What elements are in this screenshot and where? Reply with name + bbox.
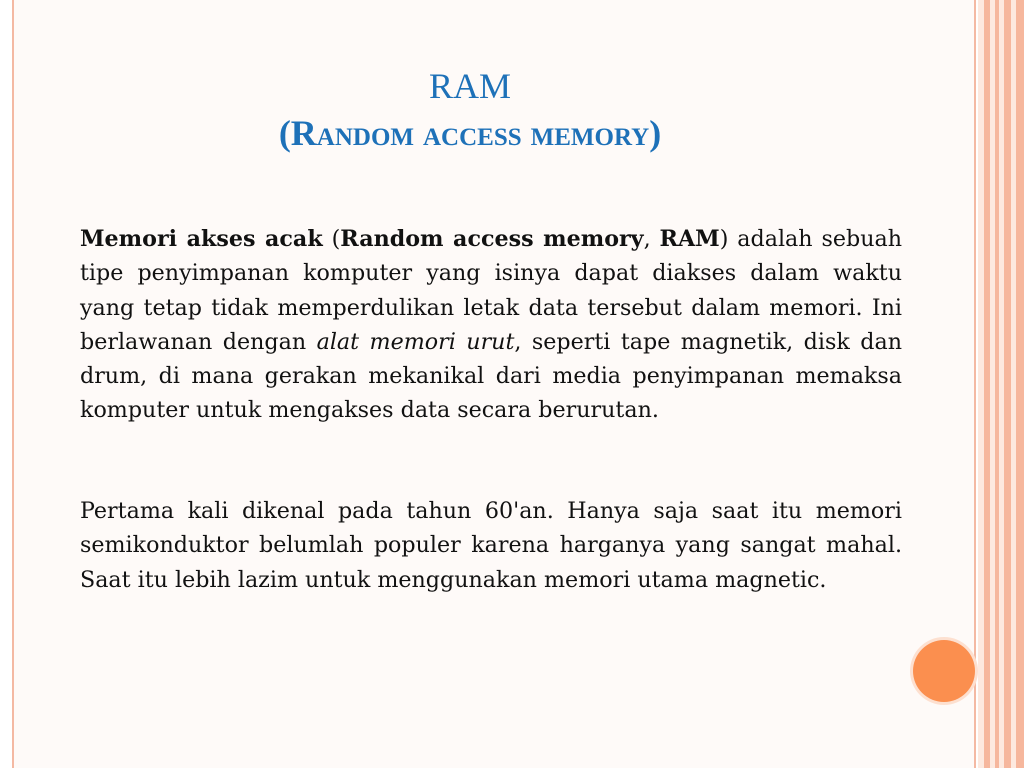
abbrev-bold: RAM [659, 226, 720, 252]
body-paragraph-1 [80, 222, 902, 428]
stripe [995, 0, 999, 768]
italic-term: alat memori urut [316, 328, 515, 355]
open-paren: ( [322, 226, 341, 252]
decorative-orb [913, 640, 975, 702]
slide-subtitle: (Random access memory) [278, 113, 662, 153]
slide-title: RAM [428, 66, 512, 106]
stripe [1016, 0, 1024, 768]
comma: , [643, 226, 660, 252]
term-bold: Memori akses acak [80, 226, 323, 252]
body-paragraph-2: Pertama kali dikenal pada tahun 60'an. Hanya saja saat itu memori semikonduktor belumlah populer karena harganya yang sangat mahal. Saat itu lebih lazim untuk menggunakan memori utama magnetic. [80, 498, 902, 593]
stripe [1004, 0, 1011, 768]
decorative-stripes [978, 0, 1024, 768]
english-term-bold: Random access memory [340, 226, 644, 252]
stripe [984, 0, 990, 768]
paragraph-text: ) adalah sebuah tipe penyimpanan komputer yang isinya dapat diakses dalam waktu yang tetap tidak memperdulikan letak data tersebut dalam memori. Ini berlawanan dengan [80, 226, 902, 355]
paragraph-text-end: , seperti tape magnetik, disk dan drum, di mana gerakan mekanikal dari media penyimpanan memaksa komputer untuk mengakses data secara berurutan. [80, 328, 903, 424]
